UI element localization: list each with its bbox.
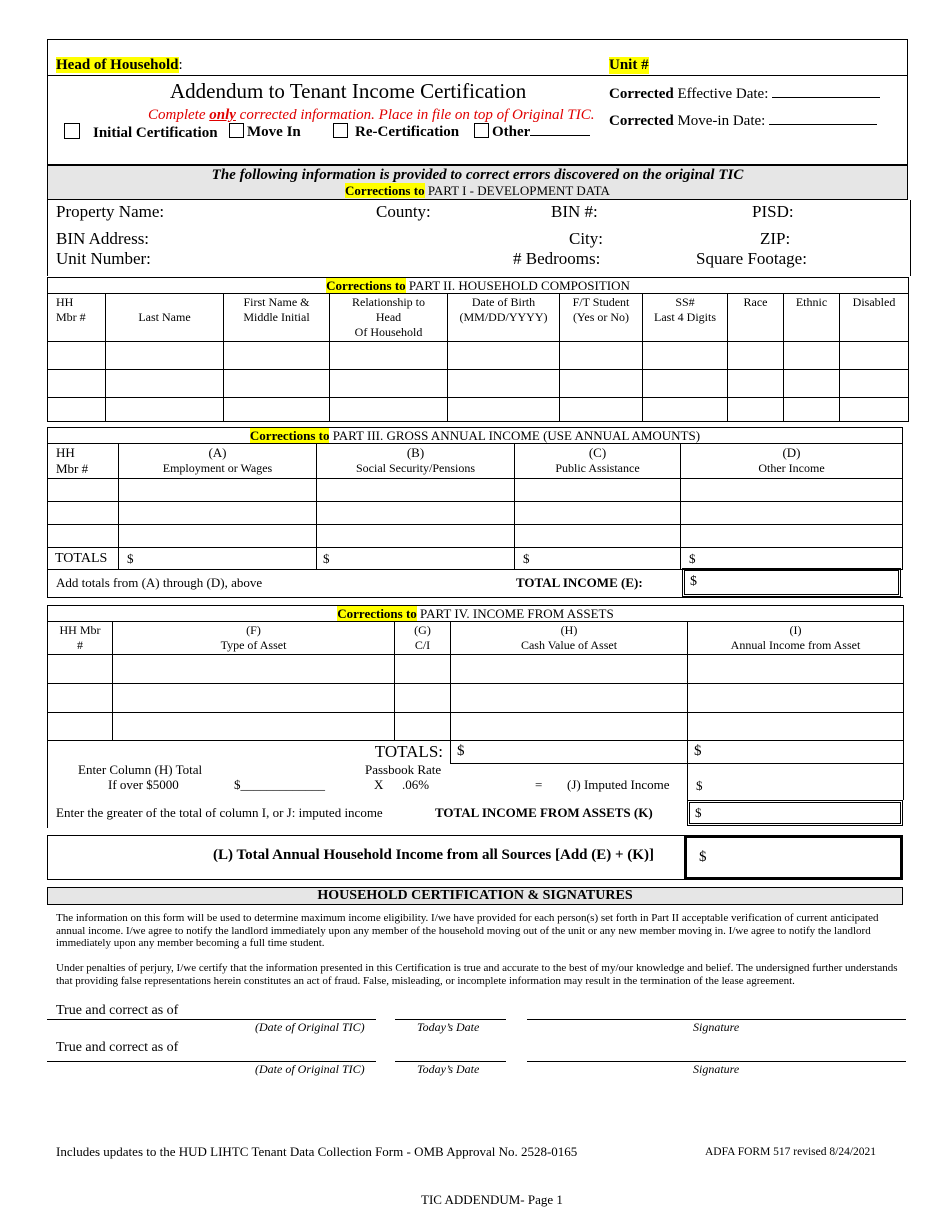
corrections-to-label: Corrections to xyxy=(345,183,425,198)
certification-para2: Under penalties of perjury, I/we certify that the information presented in this Certification is true and accurate to the best of my/our knowledge and belief. The undersigned further understands that providing false representations herein constitutes an act of fraud. False, misleading, or incomplete information may result in the termination of the lease agreement. xyxy=(56,962,898,987)
col-text: HH xyxy=(56,295,74,309)
total-c-field[interactable]: $ xyxy=(515,548,681,570)
other-blank[interactable] xyxy=(530,124,590,136)
part4-title: PART IV. INCOME FROM ASSETS xyxy=(416,606,614,621)
true-correct-label: True and correct as of xyxy=(56,1040,179,1055)
corrections-to-label: Corrections to xyxy=(337,606,417,621)
col-text: (MM/DD/YYYY) xyxy=(459,310,548,324)
total-h-field[interactable]: $ xyxy=(451,741,688,764)
date-original-caption: (Date of Original TIC) xyxy=(255,1020,365,1034)
col-text: First Name & xyxy=(243,295,310,309)
movein-date-label: Move-in Date: xyxy=(673,113,770,129)
col-d xyxy=(681,444,903,479)
total-income-e-field[interactable]: $ xyxy=(682,568,901,597)
part2-title: PART II. HOUSEHOLD COMPOSITION xyxy=(405,278,630,293)
instruction-post: corrected information. Place in file on top of Original TIC. xyxy=(235,107,595,123)
bin-address-label[interactable]: BIN Address: xyxy=(56,229,150,248)
col-ft-student xyxy=(560,294,643,342)
multiply-sign: X xyxy=(374,777,384,792)
checkbox-box-icon[interactable] xyxy=(229,123,244,138)
property-name-label[interactable]: Property Name: xyxy=(56,202,165,221)
col-b xyxy=(317,444,515,479)
table-row[interactable] xyxy=(48,713,904,741)
checkbox-initial[interactable] xyxy=(64,123,218,142)
imputed-income-field[interactable]: $ xyxy=(687,760,904,800)
unit-number-field-label[interactable]: Unit Number: xyxy=(56,249,151,268)
col-text: Date of Birth xyxy=(471,295,536,309)
movein-date-blank[interactable] xyxy=(769,113,877,125)
col-text: Relationship to xyxy=(352,295,425,309)
col-text: Type of Asset xyxy=(220,638,287,652)
corrections-to-label: Corrections to xyxy=(249,428,330,443)
table-header-row xyxy=(48,622,904,655)
col-hh-mbr xyxy=(48,294,106,342)
unit-number-label: Unit # xyxy=(609,57,649,73)
intro-line: The following information is provided to correct errors discovered on the original TIC xyxy=(211,167,744,183)
head-of-household-field[interactable] xyxy=(56,57,183,74)
instruction-text xyxy=(148,107,595,124)
col-text: (A) xyxy=(208,445,227,460)
checkbox-move-in[interactable] xyxy=(229,123,301,141)
county-label[interactable]: County: xyxy=(376,202,431,221)
footer-includes: Includes updates to the HUD LIHTC Tenant Data Collection Form - OMB Approval No. 2528-0165 xyxy=(56,1144,578,1159)
total-b-field[interactable]: $ xyxy=(317,548,515,570)
form-title: Addendum to Tenant Income Certification xyxy=(170,79,527,103)
col-text: (I) xyxy=(789,623,802,637)
footer-form-number: ADFA FORM 517 revised 8/24/2021 xyxy=(705,1146,877,1158)
total-l-label: (L) Total Annual Household Income from all Sources [Add (E) + (K)] xyxy=(213,847,654,863)
head-of-household-label: Head of Household xyxy=(56,57,179,73)
signature-caption: Signature xyxy=(693,1062,740,1076)
table-row[interactable] xyxy=(48,655,904,684)
total-l-field[interactable]: $ xyxy=(684,835,903,880)
col-text: Cash Value of Asset xyxy=(520,638,618,652)
totals-label: TOTALS xyxy=(48,548,119,570)
total-assets-k-field[interactable]: $ xyxy=(687,800,903,826)
imputed-income-label: (J) Imputed Income xyxy=(567,777,670,792)
total-d-field[interactable]: $ xyxy=(681,548,903,570)
col-text: Last 4 Digits xyxy=(654,310,716,324)
checkbox-recert-label: Re-Certification xyxy=(355,124,460,140)
col-text: Ethnic xyxy=(795,295,828,309)
col-text: Other Income xyxy=(758,461,825,475)
col-text: # xyxy=(77,638,83,652)
enter-col-h-label: Enter Column (H) Total xyxy=(78,762,203,777)
col-hh-mbr xyxy=(48,444,119,479)
table-row[interactable] xyxy=(48,502,903,525)
greater-of-label: Enter the greater of the total of column I, or J: imputed income xyxy=(56,805,383,820)
col-text: Public Assistance xyxy=(555,461,640,475)
part4-left-border xyxy=(47,760,48,828)
col-text: HH xyxy=(56,445,75,460)
head-colon: : xyxy=(178,57,183,73)
col-hh-mbr xyxy=(48,622,113,655)
col-ssn xyxy=(643,294,728,342)
footer-page-number: TIC ADDENDUM- Page 1 xyxy=(421,1192,563,1207)
checkbox-initial-label: Initial Certification xyxy=(93,125,218,141)
col-text: Last Name xyxy=(138,310,191,324)
col-text: Social Security/Pensions xyxy=(356,461,475,475)
table-row[interactable] xyxy=(48,525,903,548)
intro-band xyxy=(47,165,908,200)
checkbox-box-icon[interactable] xyxy=(474,123,489,138)
col-text: Mbr # xyxy=(56,461,89,476)
col-race xyxy=(728,294,784,342)
col-relationship xyxy=(330,294,448,342)
col-text: (B) xyxy=(406,445,425,460)
col-first-name xyxy=(224,294,330,342)
col-text: (F) xyxy=(246,623,261,637)
part2-heading xyxy=(47,277,909,294)
true-correct-label: True and correct as of xyxy=(56,1003,179,1018)
table-row[interactable] xyxy=(48,398,909,422)
col-text: Mbr # xyxy=(56,310,86,324)
certification-heading: HOUSEHOLD CERTIFICATION & SIGNATURES xyxy=(47,887,903,905)
bin-label[interactable]: BIN #: xyxy=(551,202,598,221)
checkbox-box-icon[interactable] xyxy=(333,123,348,138)
col-i xyxy=(688,622,904,655)
passbook-rate: .06% xyxy=(402,777,430,792)
col-text: (Yes or No) xyxy=(572,310,630,324)
col-a xyxy=(119,444,317,479)
gross-income-table xyxy=(47,443,903,570)
total-assets-k-label: TOTAL INCOME FROM ASSETS (K) xyxy=(435,805,653,820)
corrected-word: Corrected xyxy=(609,113,674,129)
col-last-name xyxy=(106,294,224,342)
col-h-total-field[interactable]: $_____________ xyxy=(234,777,325,792)
table-header-row xyxy=(48,294,909,342)
pisd-label[interactable]: PISD: xyxy=(752,202,794,221)
col-c xyxy=(515,444,681,479)
instruction-only: only xyxy=(209,107,236,123)
effective-date-label: Effective Date: xyxy=(673,86,773,102)
movein-date-field[interactable] xyxy=(609,113,877,130)
part1-heading xyxy=(48,183,907,199)
bedrooms-label[interactable]: # Bedrooms: xyxy=(513,249,601,268)
totals-label: TOTALS: xyxy=(48,741,451,764)
col-text: Employment or Wages xyxy=(162,461,273,475)
add-totals-label: Add totals from (A) through (D), above xyxy=(56,575,263,590)
col-disabled xyxy=(840,294,909,342)
table-row[interactable] xyxy=(48,684,904,713)
col-text: Race xyxy=(743,295,768,309)
col-text: Annual Income from Asset xyxy=(730,638,861,652)
date-original-caption: (Date of Original TIC) xyxy=(255,1062,365,1076)
corrected-word: Corrected xyxy=(609,86,674,102)
table-row[interactable] xyxy=(48,479,903,502)
col-text: (D) xyxy=(782,445,801,460)
todays-date-caption: Today’s Date xyxy=(417,1020,480,1034)
col-text: F/T Student xyxy=(572,295,630,309)
checkbox-other[interactable] xyxy=(474,123,590,141)
effective-date-field[interactable] xyxy=(609,86,880,103)
table-row[interactable] xyxy=(48,342,909,370)
col-text: C/I xyxy=(414,638,431,652)
checkbox-box-icon[interactable] xyxy=(64,123,80,139)
col-text: Disabled xyxy=(852,295,896,309)
part1-title: PART I - DEVELOPMENT DATA xyxy=(424,183,610,198)
col-ethnic xyxy=(784,294,840,342)
table-header-row xyxy=(48,444,903,479)
equals-sign: = xyxy=(535,777,543,792)
checkbox-move-in-label: Move In xyxy=(247,124,301,140)
part3-title: PART III. GROSS ANNUAL INCOME (USE ANNUAL AMOUNTS) xyxy=(329,428,701,443)
city-label[interactable]: City: xyxy=(569,229,604,248)
col-text: (H) xyxy=(560,623,578,637)
square-footage-label[interactable]: Square Footage: xyxy=(696,249,807,268)
col-h xyxy=(451,622,688,655)
table-row[interactable] xyxy=(48,370,909,398)
total-income-e-label: TOTAL INCOME (E): xyxy=(516,575,643,590)
col-text: SS# xyxy=(675,295,695,309)
if-over-label: If over $5000 xyxy=(108,777,179,792)
checkbox-recert[interactable] xyxy=(333,123,459,141)
certification-para1: The information on this form will be used to determine maximum income eligibility. I/we have provided for each person(s) set forth in Part II acceptable verification of current anticipated annual income. I/we agree to notify the landlord immediately upon any member of the household moving out of the unit or any new member moving in. I/we agree to notify the landlord immediately upon any member becoming a full time student. xyxy=(56,912,879,949)
part3-heading xyxy=(47,427,903,444)
checkbox-other-label: Other xyxy=(492,124,531,140)
corrections-to-label: Corrections to xyxy=(326,278,406,293)
col-text: (G) xyxy=(414,623,431,637)
col-text: Head xyxy=(375,310,402,324)
passbook-label: Passbook Rate xyxy=(365,762,442,777)
col-text: Of Household xyxy=(354,325,423,339)
col-text: Middle Initial xyxy=(243,310,310,324)
zip-label[interactable]: ZIP: xyxy=(760,229,791,248)
household-composition-table xyxy=(47,293,909,422)
total-i-field[interactable]: $ xyxy=(688,741,904,764)
header-divider xyxy=(47,75,908,76)
effective-date-blank[interactable] xyxy=(772,86,880,98)
total-a-field[interactable]: $ xyxy=(119,548,317,570)
col-f xyxy=(113,622,395,655)
signature-caption: Signature xyxy=(693,1020,740,1034)
col-text: HH Mbr xyxy=(59,623,101,637)
todays-date-caption: Today’s Date xyxy=(417,1062,480,1076)
col-dob xyxy=(448,294,560,342)
col-g xyxy=(395,622,451,655)
col-text: (C) xyxy=(588,445,607,460)
instruction-pre: Complete xyxy=(148,107,210,123)
assets-table xyxy=(47,621,904,764)
part4-heading xyxy=(47,605,904,622)
